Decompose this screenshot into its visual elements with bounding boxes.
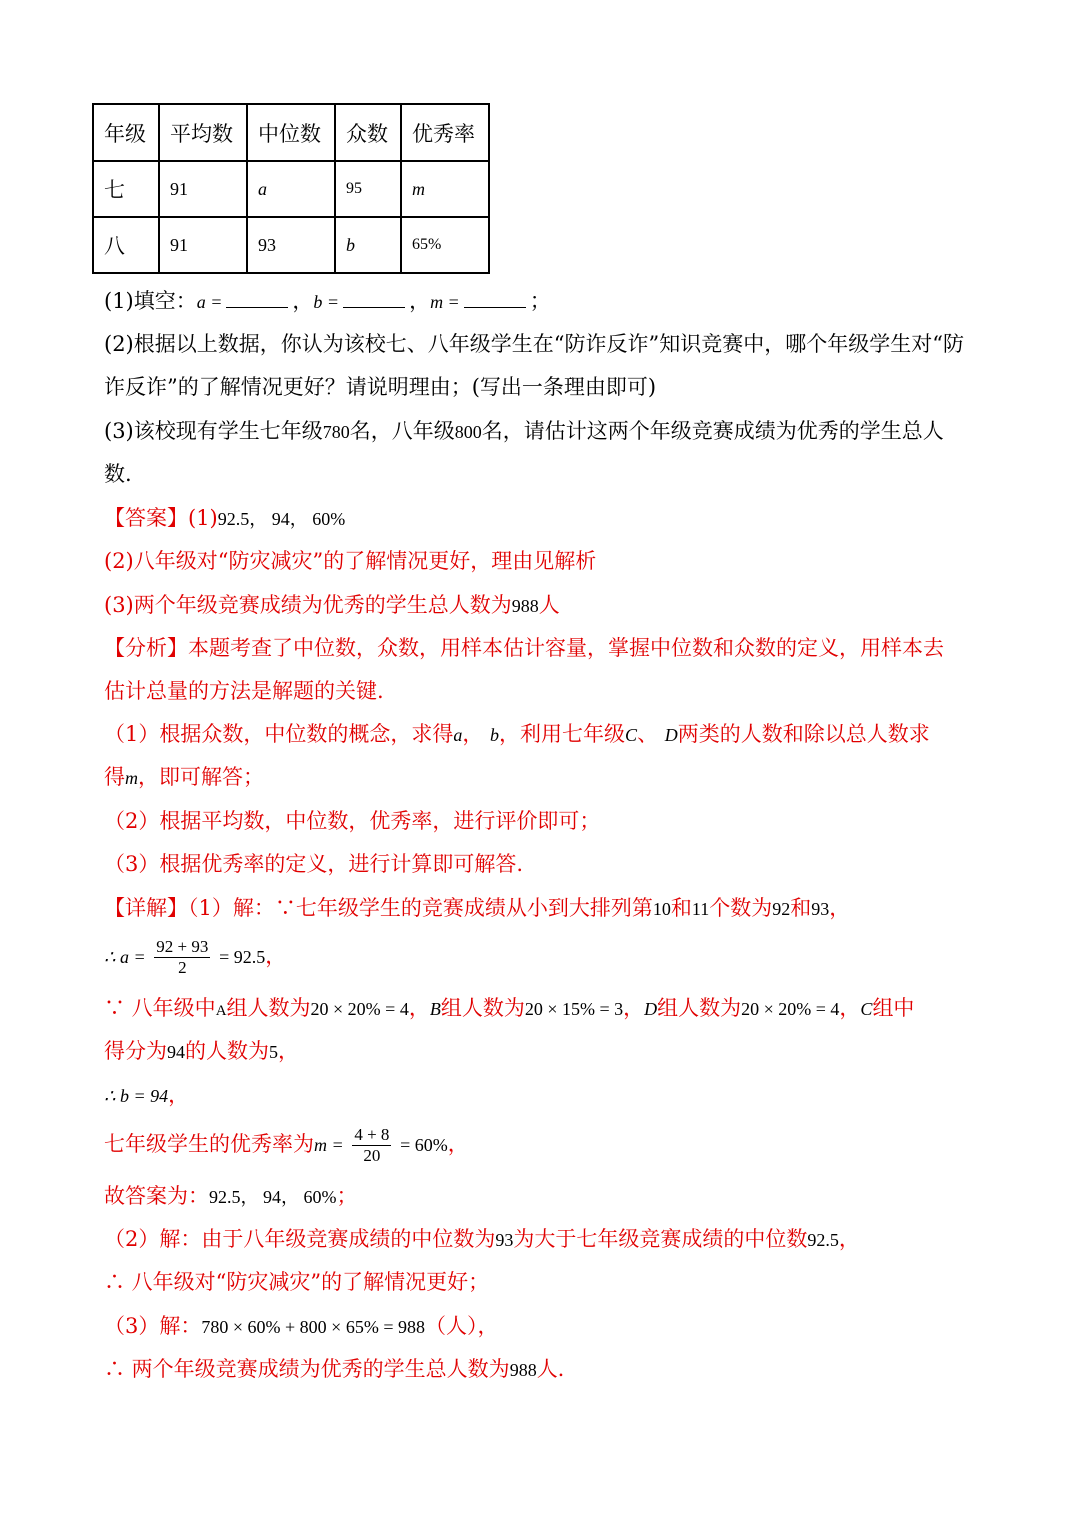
table-cell: 91 <box>159 217 247 273</box>
detail-mode-formula <box>104 1080 189 1111</box>
formula-fraction <box>154 937 210 978</box>
math-num: 93 <box>811 899 830 919</box>
answer-unit: 人 <box>538 593 560 617</box>
detail-text: 故答案为： <box>104 1184 209 1208</box>
detail-text: 得分为 <box>104 1039 167 1063</box>
detail-text: ∴ 两个年级竞赛成绩为优秀的学生总人数为 <box>104 1357 510 1381</box>
question-2-line-2: 诈反诈”的了解情况更好？请说明理由；(写出一条理由即可) <box>104 375 657 399</box>
fraction-numerator: 92 + 93 <box>156 937 209 956</box>
analysis-text: ，利用七年级 <box>499 722 626 746</box>
detail-text: ， <box>168 1083 190 1107</box>
table-header-cell: 年级 <box>93 104 159 161</box>
q1-m-blank[interactable] <box>464 289 526 308</box>
q1-sep: ， <box>409 289 431 313</box>
detail-rate-formula <box>104 1121 469 1167</box>
table-cell: m <box>401 161 489 217</box>
detail-text: ∵ 八年级中 <box>104 996 216 1020</box>
q1-end: ； <box>529 289 551 313</box>
detail-group-c-line <box>104 1036 299 1067</box>
math-expr: 20 × 15% = 3 <box>524 999 624 1019</box>
math-var: C <box>860 999 873 1019</box>
table-cell: 65% <box>401 217 489 273</box>
math-var: b <box>490 725 500 745</box>
table-header-cell: 中位数 <box>247 104 335 161</box>
detail-text: 组人数为 <box>226 996 311 1020</box>
analysis-text: ， <box>462 722 484 746</box>
formula-rhs: = 92.5 <box>219 947 266 967</box>
detail-median-formula <box>104 933 286 979</box>
detail-text: 和 <box>790 896 812 920</box>
math-var: C <box>625 725 638 745</box>
detail-text: 为大于七年级竞赛成绩的中位数 <box>513 1227 808 1251</box>
question-3-line-2: 数. <box>104 462 132 486</box>
q1-a-label: a = <box>196 292 223 312</box>
answer-number: 988 <box>511 596 539 616</box>
detail-text: ， <box>839 996 861 1020</box>
detail-text: 组人数为 <box>440 996 525 1020</box>
table-row <box>93 217 489 273</box>
detail-text: ， <box>447 1132 469 1156</box>
detail-text: ， <box>408 996 430 1020</box>
answer-text: (3)两个年级竞赛成绩为优秀的学生总人数为 <box>104 593 512 617</box>
formula-lhs: m = <box>314 1135 344 1155</box>
math-var: D <box>644 999 658 1019</box>
detail-text: 组中 <box>872 996 915 1020</box>
analysis-line-1 <box>104 633 944 663</box>
question-1 <box>104 286 551 317</box>
detail-text: ， <box>623 996 645 1020</box>
q1-a-blank[interactable] <box>226 289 288 308</box>
analysis-text: 本题考查了中位数，众数，用样本估计容量，掌握中位数和众数的定义，用样本去 <box>188 636 944 660</box>
answer-prefix: (1) <box>188 506 218 530</box>
formula-lhs: ∴ a = <box>104 947 146 967</box>
analysis-text: ，即可解答； <box>138 765 264 789</box>
math-var: D <box>664 725 678 745</box>
q1-m-label: m = <box>430 292 460 312</box>
q3-grade7-count: 780 <box>322 422 350 442</box>
analysis-point-2: （2）根据平均数，中位数，优秀率，进行评价即可； <box>104 809 601 833</box>
grade-statistics-table <box>92 103 490 274</box>
detail-text: 七年级学生的优秀率为 <box>104 1132 314 1156</box>
detail-text: ， <box>278 1039 299 1063</box>
answer-values: 92.5， 94， 60% <box>217 509 346 529</box>
table-cell: 八 <box>93 217 159 273</box>
detail-text: （人）， <box>424 1314 499 1338</box>
math-var: B <box>429 999 441 1019</box>
q1-b-blank[interactable] <box>343 289 405 308</box>
table-cell: 七 <box>93 161 159 217</box>
table-cell: 93 <box>247 217 335 273</box>
table-header-row <box>93 104 489 161</box>
math-values: 92.5， 94， 60% <box>209 1187 337 1207</box>
math-expr: 20 × 20% = 4 <box>310 999 409 1019</box>
detail-text: ， <box>838 1227 860 1251</box>
q1-sep: ， <box>292 289 314 313</box>
analysis-text: （1）根据众数，中位数的概念，求得 <box>104 722 454 746</box>
formula-rhs: = 60% <box>400 1135 448 1155</box>
q3-text: 名，请估计这两个年级竞赛成绩为优秀的学生总人 <box>481 419 944 443</box>
table-cell: a <box>247 161 335 217</box>
math-num: 11 <box>691 899 710 919</box>
detail-part-2 <box>104 1224 860 1255</box>
analysis-text: 、 <box>637 722 659 746</box>
math-num: 10 <box>652 899 671 919</box>
detail-part-2-conclusion: ∴ 八年级对“防灾减灾”的了解情况更好； <box>104 1270 490 1294</box>
math-expr: ∴ b = 94 <box>104 1086 169 1106</box>
math-var: m <box>125 768 138 788</box>
detail-text: （1）解：∵七年级学生的竞赛成绩从小到大排列第 <box>188 896 653 920</box>
formula-fraction <box>352 1125 391 1166</box>
detail-group-counts <box>104 993 914 1026</box>
analysis-line-2: 估计总量的方法是解题的关键. <box>104 679 384 703</box>
q3-text: (3)该校现有学生七年级 <box>104 419 323 443</box>
detail-line-1 <box>104 893 850 924</box>
table-cell: 91 <box>159 161 247 217</box>
answer-line-1 <box>104 503 345 534</box>
analysis-point-1 <box>104 719 930 750</box>
table-header-cell: 优秀率 <box>401 104 489 161</box>
question-2-line-1: (2)根据以上数据，你认为该校七、八年级学生在“防诈反诈”知识竞赛中，哪个年级学生对“防 <box>104 332 964 356</box>
analysis-tag: 【分析】 <box>104 636 188 660</box>
math-var: a <box>453 725 463 745</box>
answer-line-3 <box>104 590 560 621</box>
answer-line-2: (2)八年级对“防灾减灾”的了解情况更好，理由见解析 <box>104 549 597 573</box>
table-row <box>93 161 489 217</box>
detail-text: 人. <box>536 1357 565 1381</box>
detail-part-3-conclusion <box>104 1354 564 1385</box>
detail-text: ， <box>829 896 851 920</box>
math-expr: 780 × 60% + 800 × 65% = 988 <box>201 1317 425 1337</box>
analysis-text: 两类的人数和除以总人数求 <box>677 722 930 746</box>
math-num: 988 <box>509 1360 537 1380</box>
table-cell: b <box>335 217 401 273</box>
math-num: 5 <box>269 1042 278 1062</box>
detail-text: （3）解： <box>104 1314 202 1338</box>
answer-tag: 【答案】 <box>104 506 188 530</box>
detail-text: 和 <box>670 896 692 920</box>
analysis-text: 得 <box>104 765 125 789</box>
fraction-denominator: 20 <box>363 1146 381 1165</box>
q1-b-label: b = <box>313 292 340 312</box>
math-var: A <box>215 1003 227 1019</box>
math-num: 94 <box>167 1042 185 1062</box>
analysis-point-3: （3）根据优秀率的定义，进行计算即可解答. <box>104 852 524 876</box>
detail-tag: 【详解】 <box>104 896 188 920</box>
fraction-denominator: 2 <box>178 958 187 977</box>
detail-text: ， <box>265 944 287 968</box>
math-num: 92.5 <box>807 1230 839 1250</box>
detail-text: 组人数为 <box>657 996 742 1020</box>
table-header-cell: 众数 <box>335 104 401 161</box>
table-cell: 95 <box>335 161 401 217</box>
detail-text: 的人数为 <box>185 1039 269 1063</box>
analysis-point-1-cont <box>104 762 264 793</box>
detail-answer-summary <box>104 1181 358 1212</box>
math-num: 92 <box>772 899 791 919</box>
math-num: 93 <box>495 1230 514 1250</box>
math-expr: 20 × 20% = 4 <box>741 999 840 1019</box>
table-header-cell: 平均数 <box>159 104 247 161</box>
question-3-line-1 <box>104 416 944 447</box>
detail-text: 个数为 <box>709 896 773 920</box>
q3-text: 名，八年级 <box>349 419 455 443</box>
fraction-numerator: 4 + 8 <box>354 1125 390 1144</box>
detail-text: （2）解：由于八年级竞赛成绩的中位数为 <box>104 1227 496 1251</box>
q1-prefix: (1)填空： <box>104 289 197 313</box>
detail-part-3 <box>104 1311 498 1342</box>
q3-grade8-count: 800 <box>454 422 482 442</box>
detail-text: ； <box>336 1184 358 1208</box>
